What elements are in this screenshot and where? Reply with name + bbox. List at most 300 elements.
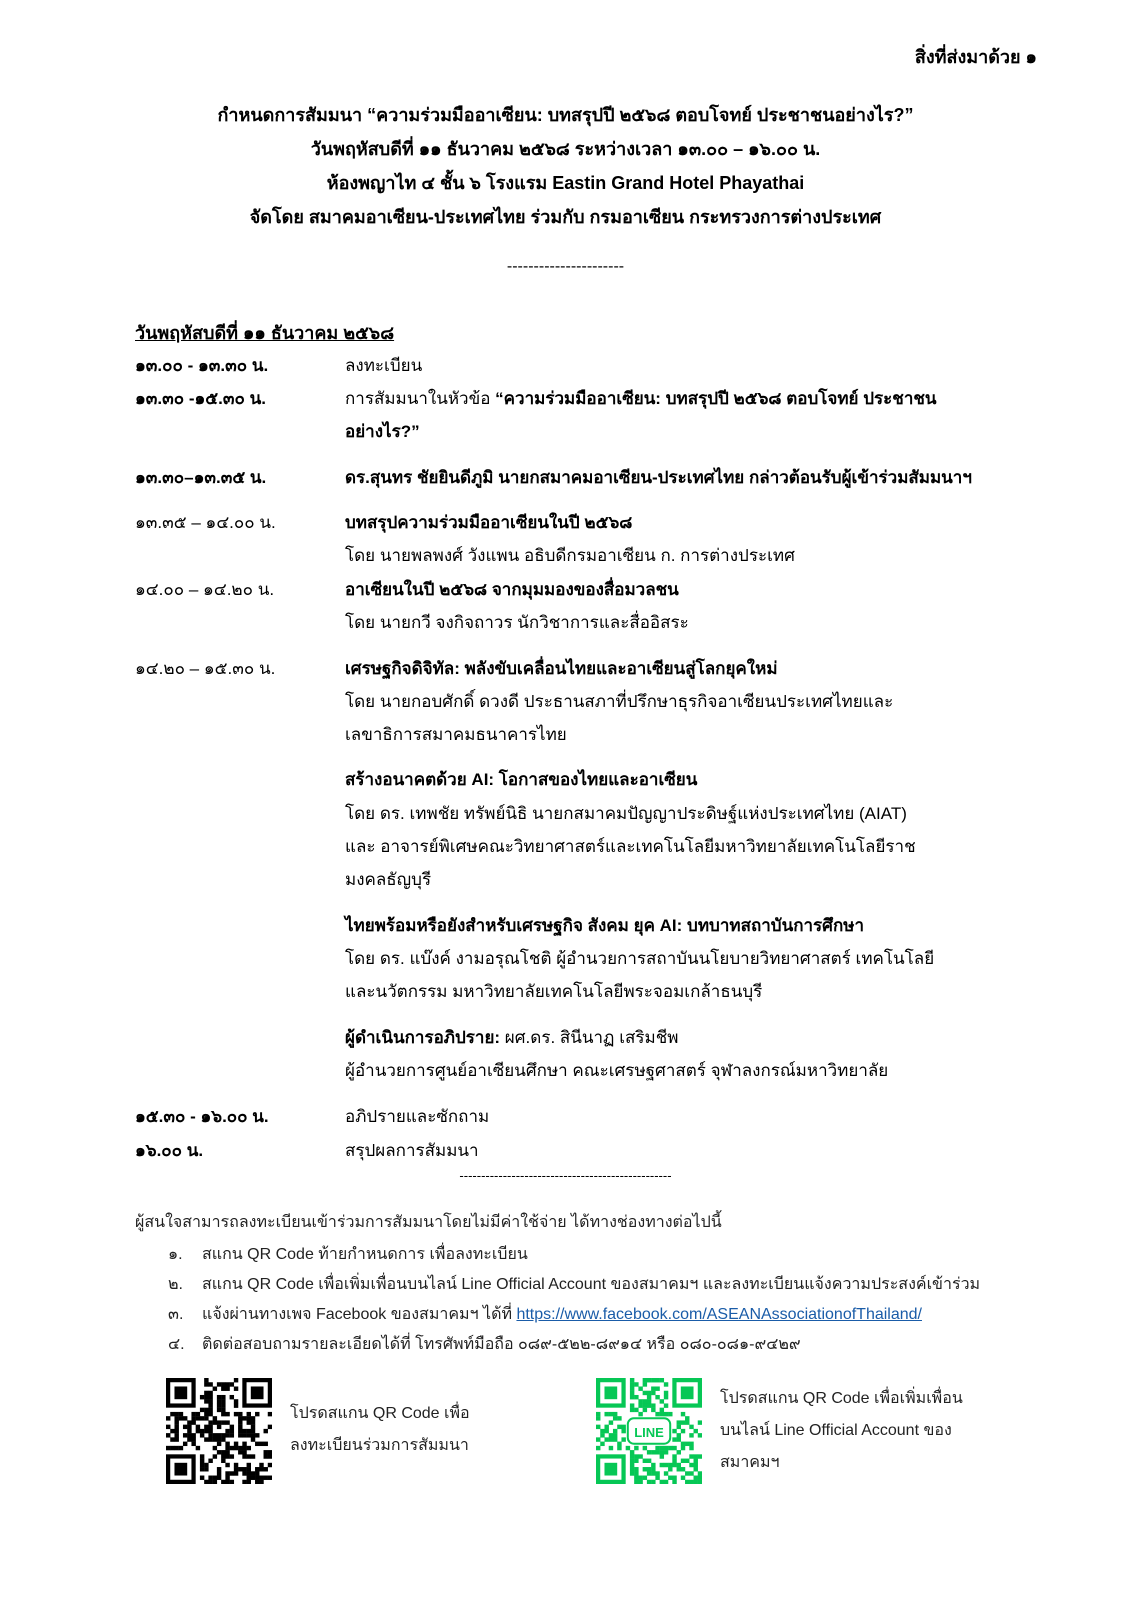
qr-module [238,1433,242,1437]
qr-finder-inner [251,1386,264,1399]
qr-module [668,1467,672,1471]
qr-module [225,1386,229,1390]
qr-module [668,1412,672,1416]
qr-module [677,1425,681,1429]
qr-module [208,1429,212,1433]
qr-module [213,1480,217,1484]
qr-module [242,1429,246,1433]
qr-module [685,1459,689,1463]
qr-module [247,1471,251,1475]
qr-finder-inner [681,1386,694,1399]
qr-module [247,1463,251,1467]
qr-module [664,1450,668,1454]
line-logo-text: LINE [634,1425,664,1440]
qr-module [672,1437,676,1441]
caption-line: สมาคมฯ [720,1454,780,1471]
qr-module [634,1471,638,1475]
moderator-label: ผู้ดำเนินการอภิปราย: [345,1028,501,1047]
qr-module [643,1467,647,1471]
line-qr-caption [720,1383,963,1479]
qr-module [638,1476,642,1480]
qr-module [634,1446,638,1450]
qr-module [264,1454,268,1458]
agenda-speaker: โดย นายกวี จงกิจถาวร นักวิชาการและสื่ออิสระ [345,613,689,632]
qr-module [208,1382,212,1386]
qr-module [655,1446,659,1450]
qr-module [651,1408,655,1412]
qr-module [638,1403,642,1407]
qr-finder-inner [604,1386,617,1399]
qr-module [217,1420,221,1424]
qr-module [225,1442,229,1446]
qr-module [230,1382,234,1386]
qr-module [596,1425,600,1429]
header-separator: ---------------------- [506,258,625,275]
qr-module [651,1480,655,1484]
qr-module [208,1391,212,1395]
qr-module [604,1437,608,1441]
qr-finder-inner [174,1463,187,1476]
moderator [345,1024,678,1051]
qr-module [677,1467,681,1471]
qr-module [204,1467,208,1471]
facebook-link[interactable]: https://www.facebook.com/ASEANAssociationofThailand/ [516,1306,922,1323]
qr-module [672,1454,676,1458]
qr-module [179,1412,183,1416]
qr-module [681,1476,685,1480]
qr-module [698,1476,702,1480]
qr-module [664,1471,668,1475]
qr-module [204,1412,208,1416]
moderator-name: ผศ.ดร. สินีนาฏ เสริมชีพ [500,1028,679,1047]
qr-module [234,1386,238,1390]
qr-module [651,1386,655,1390]
qr-module [617,1416,621,1420]
qr-module [200,1395,204,1399]
qr-module [234,1463,238,1467]
qr-module [694,1454,698,1458]
qr-module [609,1433,613,1437]
qr-module [643,1476,647,1480]
agenda-title: เศรษฐกิจดิจิทัล: พลังขับเคลื่อนไทยและอาเซียนสู่โลกยุคใหม่ [345,659,778,678]
qr-module [191,1420,195,1424]
qr-module [268,1425,272,1429]
qr-module [208,1395,212,1399]
qr-module [230,1433,234,1437]
qr-module [651,1463,655,1467]
registration-item [168,1272,980,1297]
qr-module [694,1429,698,1433]
qr-module [689,1446,693,1450]
qr-module [196,1412,200,1416]
qr-module [247,1467,251,1471]
qr-module [208,1476,212,1480]
qr-module [596,1416,600,1420]
qr-module [213,1420,217,1424]
qr-module [196,1416,200,1420]
qr-module [651,1450,655,1454]
qr-module [651,1391,655,1395]
qr-module [234,1471,238,1475]
qr-module [643,1446,647,1450]
qr-module [630,1408,634,1412]
qr-module [230,1471,234,1475]
qr-module [204,1408,208,1412]
qr-module [634,1395,638,1399]
qr-module [183,1442,187,1446]
qr-module [255,1412,259,1416]
qr-module [187,1429,191,1433]
qr-module [630,1391,634,1395]
qr-module [664,1382,668,1386]
qr-module [255,1480,259,1484]
qr-module [196,1425,200,1429]
qr-module [677,1420,681,1424]
qr-module [247,1446,251,1450]
qr-module [660,1454,664,1458]
qr-module [200,1416,204,1420]
qr-module [208,1420,212,1424]
qr-module [617,1442,621,1446]
qr-module [677,1463,681,1467]
agenda-speaker: โดย นายกอบศักดิ์ ดวงดี ประธานสภาที่ปรึกษาธุรกิจอาเซียนประเทศไทยและ [345,692,894,711]
qr-module [204,1378,208,1382]
qr-module [626,1446,630,1450]
qr-module [234,1399,238,1403]
qr-module [174,1437,178,1441]
qr-module [660,1399,664,1403]
qr-module [242,1446,246,1450]
qr-module [259,1467,263,1471]
item-text: สแกน QR Code เพื่อเพิ่มเพื่อนบนไลน์ Line Official Account ของสมาคมฯ และลงทะเบียนแจ้งความประสงค์เข้าร่วม [202,1276,981,1293]
qr-module [208,1437,212,1441]
item-number: ๔. [168,1336,185,1353]
item-number: ๓. [168,1306,184,1323]
qr-module [630,1378,634,1382]
qr-module [681,1442,685,1446]
qr-module [238,1467,242,1471]
qr-module [217,1425,221,1429]
qr-module [200,1476,204,1480]
qr-module [251,1476,255,1480]
qr-module [268,1412,272,1416]
qr-module [268,1454,272,1458]
qr-module [689,1442,693,1446]
qr-module [166,1416,170,1420]
qr-module [225,1382,229,1386]
qr-module [242,1454,246,1458]
qr-module [698,1420,702,1424]
qr-module [617,1425,621,1429]
qr-module [647,1471,651,1475]
qr-module [238,1420,242,1424]
agenda-speaker-cont: และนวัตกรรม มหาวิทยาลัยเทคโนโลยีพระจอมเกล้าธนบุรี [345,982,763,1001]
qr-module [609,1437,613,1441]
qr-module [225,1446,229,1450]
qr-module [621,1425,625,1429]
qr-module [689,1463,693,1467]
qr-module [247,1454,251,1458]
qr-module [698,1433,702,1437]
qr-module [251,1471,255,1475]
qr-module [179,1446,183,1450]
qr-module [247,1420,251,1424]
qr-module [268,1476,272,1480]
qr-module [685,1416,689,1420]
item-text: สแกน QR Code ท้ายกำหนดการ เพื่อลงทะเบียน [202,1246,528,1263]
qr-module [609,1412,613,1416]
qr-module [609,1446,613,1450]
registration-intro: ผู้สนใจสามารถลงทะเบียนเข้าร่วมการสัมมนาโดยไม่มีค่าใช้จ่าย ได้ทางช่องทางต่อไปนี้ [135,1214,722,1231]
qr-module [634,1408,638,1412]
qr-module [221,1408,225,1412]
time-slot: ๑๔.๒๐ – ๑๕.๓๐ น. [135,659,276,678]
qr-module [647,1378,651,1382]
qr-module [647,1480,651,1484]
qr-module [677,1450,681,1454]
qr-module [200,1433,204,1437]
qr-module [217,1382,221,1386]
qr-module [191,1433,195,1437]
line-qr-code[interactable] [596,1378,702,1484]
qr-module [630,1395,634,1399]
qr-module [613,1433,617,1437]
qr-finder-inner [174,1386,187,1399]
qr-module [596,1437,600,1441]
qr-module [213,1437,217,1441]
qr-module [191,1412,195,1416]
qr-module [221,1433,225,1437]
qr-module [238,1429,242,1433]
qr-module [672,1476,676,1480]
qr-module [238,1416,242,1420]
qr-module [630,1382,634,1386]
qr-module [643,1408,647,1412]
qr-module [174,1416,178,1420]
seminar-title-cont: อย่างไร?” [345,422,420,441]
qr-module [600,1429,604,1433]
qr-module [651,1378,655,1382]
qr-module [651,1403,655,1407]
qr-module [213,1416,217,1420]
qr-module [230,1454,234,1458]
qr-module [221,1382,225,1386]
qr-module [170,1412,174,1416]
agenda-speaker-cont: และ อาจารย์พิเศษคณะวิทยาศาสตร์และเทคโนโลยีมหาวิทยาลัยเทคโนโลยีราช [345,837,916,856]
agenda-speaker: โดย นายพลพงศ์ วังแพน อธิบดีกรมอาเซียน ก. การต่างประเทศ [345,546,795,565]
qr-module [613,1429,617,1433]
qr-module [221,1403,225,1407]
qr-module [660,1480,664,1484]
qr-module [664,1395,668,1399]
qr-module [647,1399,651,1403]
agenda-title: ไทยพร้อมหรือยังสำหรับเศรษฐกิจ สังคม ยุค AI: บทบาทสถาบันการศึกษา [345,916,865,935]
qr-module [234,1378,238,1382]
qr-module [268,1450,272,1454]
qr-module [187,1420,191,1424]
qr-module [208,1403,212,1407]
agenda-title: บทสรุปความร่วมมืออาเซียนในปี ๒๕๖๘ [345,513,633,532]
qr-module [247,1480,251,1484]
qr-module [651,1467,655,1471]
qr-module [217,1450,221,1454]
qr-module [672,1459,676,1463]
qr-module [664,1391,668,1395]
qr-module [677,1433,681,1437]
qr-module [634,1467,638,1471]
qr-module [660,1412,664,1416]
qr-module [200,1467,204,1471]
qr-module [174,1425,178,1429]
qr-module [255,1467,259,1471]
qr-module [264,1450,268,1454]
qr-module [638,1480,642,1484]
qr-module [251,1420,255,1424]
qr-module [183,1433,187,1437]
registration-qr-caption [290,1398,470,1462]
qr-module [638,1399,642,1403]
qr-module [166,1446,170,1450]
qr-module [604,1429,608,1433]
qr-module [660,1450,664,1454]
qr-module [630,1403,634,1407]
qr-module [634,1480,638,1484]
qr-module [660,1446,664,1450]
qr-module [617,1446,621,1450]
qr-module [225,1463,229,1467]
qr-module [251,1425,255,1429]
qr-module [234,1467,238,1471]
qr-module [621,1437,625,1441]
qr-module [613,1416,617,1420]
agenda-title: อาเซียนในปี ๒๕๖๘ จากมุมมองของสื่อมวลชน [345,580,679,599]
qr-module [643,1391,647,1395]
qr-module [255,1433,259,1437]
qr-module [596,1412,600,1416]
qr-module [238,1412,242,1416]
qr-module [264,1476,268,1480]
qr-module [255,1476,259,1480]
qr-module [208,1412,212,1416]
qr-module [647,1395,651,1399]
qr-module [208,1433,212,1437]
qr-module [238,1450,242,1454]
qr-module [264,1442,268,1446]
qr-module [655,1450,659,1454]
qr-module [217,1433,221,1437]
qr-module [230,1446,234,1450]
qr-module [242,1471,246,1475]
qr-module [174,1429,178,1433]
seminar-lead: การสัมมนาในหัวข้อ [345,389,496,408]
agenda-speaker: โดย ดร. เทพชัย ทรัพย์นิธิ นายกสมาคมปัญญาประดิษฐ์แห่งประเทศไทย (AIAT) [345,804,907,823]
qr-module [251,1429,255,1433]
qr-module [221,1480,225,1484]
qr-module [221,1395,225,1399]
qr-module [681,1467,685,1471]
qr-module [630,1459,634,1463]
qr-module [655,1395,659,1399]
qr-module [247,1416,251,1420]
qr-module [204,1391,208,1395]
qr-module [204,1416,208,1420]
qr-module [689,1433,693,1437]
qr-module [217,1408,221,1412]
qr-module [689,1425,693,1429]
qr-module [208,1480,212,1484]
qr-module [225,1480,229,1484]
qr-module [664,1403,668,1407]
qr-module [604,1425,608,1429]
qr-module [217,1471,221,1475]
qr-module [242,1442,246,1446]
qr-module [225,1454,229,1458]
qr-module [221,1459,225,1463]
qr-module [630,1454,634,1458]
qr-module [259,1476,263,1480]
caption-line: โปรดสแกน QR Code เพื่อ [290,1405,470,1422]
seminar-title: “ความร่วมมืออาเซียน: บทสรุปปี ๒๕๖๘ ตอบโจทย์ ประชาชน [495,389,937,408]
qr-module [200,1463,204,1467]
qr-module [204,1437,208,1441]
caption-line: ลงทะเบียนร่วมการสัมมนา [290,1437,469,1454]
qr-module [647,1450,651,1454]
qr-module [668,1463,672,1467]
qr-module [191,1442,195,1446]
qr-module [208,1399,212,1403]
qr-module [242,1416,246,1420]
agenda-summary: สรุปผลการสัมมนา [345,1141,479,1160]
qr-module [685,1442,689,1446]
qr-module [660,1378,664,1382]
qr-module [613,1437,617,1441]
registration-qr-code[interactable] [166,1378,272,1484]
qr-module [242,1433,246,1437]
qr-module [213,1476,217,1480]
qr-module [655,1471,659,1475]
qr-module [694,1480,698,1484]
qr-module [609,1420,613,1424]
qr-module [689,1454,693,1458]
qr-module [174,1420,178,1424]
qr-module [643,1403,647,1407]
qr-module [225,1412,229,1416]
qr-module [630,1386,634,1390]
qr-module [208,1425,212,1429]
qr-module [170,1429,174,1433]
day-heading: วันพฤหัสบดีที่ ๑๑ ธันวาคม ๒๕๖๘ [135,323,395,343]
qr-module [664,1412,668,1416]
qr-module [225,1420,229,1424]
qr-module [672,1429,676,1433]
qr-module [247,1433,251,1437]
item-number: ๑. [168,1246,183,1263]
qr-module [630,1467,634,1471]
qr-module [247,1412,251,1416]
qr-module [234,1412,238,1416]
qr-module [196,1446,200,1450]
qr-module [596,1446,600,1450]
qr-module [655,1412,659,1416]
caption-line: บนไลน์ Line Official Account ของ [720,1422,952,1439]
agenda-registration: ลงทะเบียน [345,356,423,375]
qr-module [251,1454,255,1458]
qr-module [664,1446,668,1450]
qr-module [200,1454,204,1458]
qr-module [217,1467,221,1471]
qr-module [621,1429,625,1433]
qr-module [242,1467,246,1471]
